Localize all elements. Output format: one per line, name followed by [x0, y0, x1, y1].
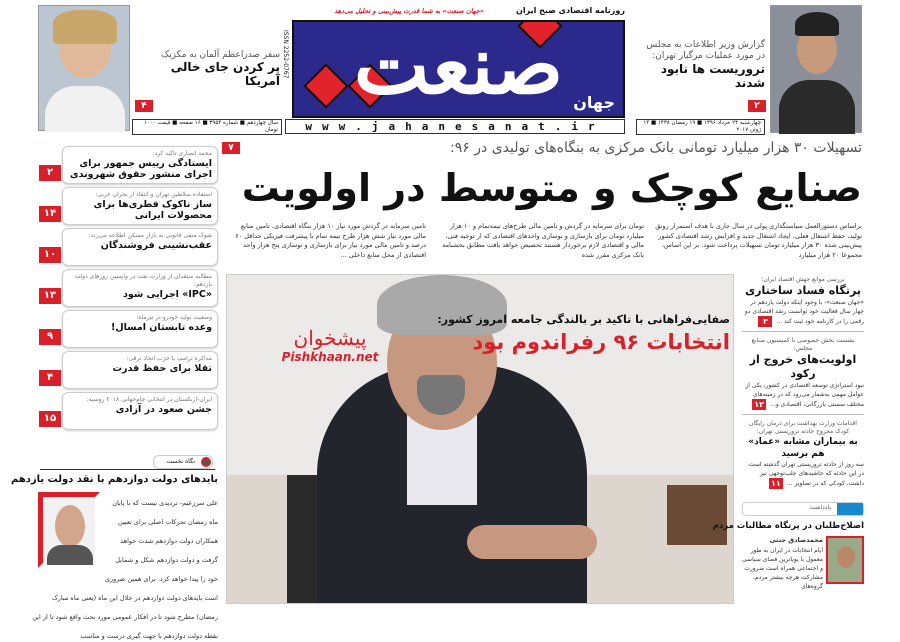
teaser-right[interactable]: گزارش وزیر اطلاعات به مجلس در مورد عملیات مرگبار تهران: تروریست ها نابود شدند: [646, 40, 765, 90]
watermark: پیشخوان Pishkhaan.net: [281, 326, 379, 364]
teaser-left[interactable]: سفر صدراعظم آلمان به مکزیک پر کردن جای خالی آمریکا: [161, 50, 280, 88]
page-tab: ۷: [222, 142, 240, 154]
page-tab: ۳: [758, 316, 772, 327]
lead-col-3: تامین سرمایه در گردش مورد نیاز ۱۰ هزار بنگاه اقتصادی، تامین منابع مالی مورد نیاز شش هزار طرح نیمه تمام با پیشرفت فیزیکی حداقل ۶۰ درصد و تامین مالی مورد نیاز برای بازسازی و نوسازی پنج هزار واحد اقتصادی از محل منابع داخلی ...: [235, 222, 426, 259]
photo-story[interactable]: [420, 312, 730, 356]
website-url[interactable]: www.jahanesanat.ir: [285, 119, 625, 134]
sidebar: [43, 146, 218, 430]
page-tab: ۱۳: [39, 288, 61, 304]
sidebar-item[interactable]: محمد انصاری تاکید کرد: ایستادگی رییس جمهور برای اجرای منشور حقوق شهروندی ۲: [62, 146, 218, 184]
column-article: [30, 490, 218, 642]
lead-kicker: تسهیلات ۳۰ هزار میلیارد تومانی بانک مرکزی به بنگاه‌های تولیدی در ۹۶:: [450, 140, 862, 156]
columnist-photo: [38, 492, 100, 568]
tagline: روزنامه اقتصادی صبح ایران: [516, 6, 625, 15]
issn: ISSN 2252-0767: [282, 30, 289, 79]
camera-icon: [201, 457, 211, 467]
author-photo: [826, 536, 864, 584]
column-label-box: نگاه نخست: [40, 458, 215, 470]
note-title[interactable]: اصلاح‌طلبان در پرتگاه مطالبات مردم: [712, 521, 864, 531]
sidebar-item[interactable]: شوک منفی قانونی به بازار مسکن اطلاعه می‌زند: عقب‌نشینی فروشندگان ۱۰: [62, 228, 218, 266]
masthead-logo: صنعت جهان: [292, 20, 625, 118]
note-author: محمدصادق جنتی: [769, 536, 823, 544]
right-story[interactable]: نشست بخش خصوصی با کمیسیون صنایع مجلس: اولویت‌های خروج از رکود نبود استراتژی توسعه اقتصادی در کشور، یکی از عوامل مهمی به‌شمار می‌رود که در زمینه‌های مختلف سستی بازرگانی، اقتصادی و...۱۲: [742, 337, 864, 415]
merkel-photo: [38, 5, 130, 131]
minister-photo: [770, 5, 862, 133]
sidebar-item[interactable]: ایران-ازبکستان در انتخابی جام‌جهانی ۲۰۱۸ روسیه: جشن صعود در آزادی ۱۵: [62, 392, 218, 430]
page-tab: ۴: [135, 100, 153, 112]
page-tab: ۱۰: [39, 247, 61, 263]
lead-headline[interactable]: صنایع کوچک و متوسط در اولویت: [241, 166, 862, 210]
page-tab: ۴: [39, 370, 61, 386]
photo-headline: انتخابات ۹۶ رفراندوم بود: [472, 330, 730, 354]
note-body: ایام انتخابات در ایران به طور معمول با پویاترین فضای سیاسی و اجتماعی همراه است ضرورت مشارکت هرچه بیشتر مردم، گروه‌های: [742, 546, 823, 590]
photo-kicker: صفایی‌فراهانی با تاکید بر بالندگی جامعه امروز کشور:: [437, 313, 730, 326]
date-line: چهارشنبه ۲۴ خرداد ۱۳۹۶ ■ ۱۹ رمضان ۱۴۳۸ ■ ۱۴ ژوئن ۲۰۱۷: [636, 119, 765, 135]
right-story[interactable]: بررسی موانع جهش اقتصاد ایران: پرتگاه فساد ساختاری «جهان صنعت»- با وجود اینکه دولت یازدهم در چهار سال فعالیت خود توانست رشد اقتصادی دو رقمی را در کارنامه خود ثبت کند ...۳: [742, 276, 864, 332]
sidebar-item[interactable]: مذاکره ترامپ با حزب اتحاد ترقی: تقلا برای حفظ قدرت ۴: [62, 351, 218, 389]
page-tab: ۱۱: [769, 478, 783, 489]
note-row: [742, 536, 864, 591]
note-box: یادداشت: [742, 502, 864, 516]
sidebar-item[interactable]: مطالبه منتقدان از وزارت نفت در واپسین روزهای دولت یازدهم: «IPC» اجرایی شود ۱۳: [62, 269, 218, 307]
page-tab: ۲: [748, 100, 766, 112]
page-tab: ۱۴: [39, 206, 61, 222]
lead-col-2: تومان برای سرمایه در گردش و تامین مالی طرح‌های نیمه‌تمام و ۱۰ هزار میلیارد تومان برای بازسازی و نوسازی واحدهای اقتصادی که از توجیه فنی، مالی و اقتصادی لازم برخوردار هستند تخصیص خواهد یافت مطابق بخشنامه بانک مرکزی مقرر شده: [442, 222, 644, 259]
sidebar-item[interactable]: وضعیت تولید خودرو در تیرماه: وعده تابستان امسال! ۹: [62, 310, 218, 348]
slogan: «جهان صنعت» به شما قدرت پیش‌بینی و تحلیل می‌دهد: [334, 7, 484, 15]
sidebar-item[interactable]: استفاده سلاطین تهران و انتقاد از بحران عربی: ساز ناکوک قطری‌ها برای محصولات ایرانی ۱۴: [62, 187, 218, 225]
page-tab: ۹: [39, 329, 61, 345]
page-tab: ۱۲: [752, 399, 766, 410]
right-column: [712, 276, 864, 591]
right-story[interactable]: اقدامات وزارت بهداشت برای درمان رایگان کودک مجروح حادثه تروریستی تهران: به بیماران مشابه «عماد» هم برسید سه روز از حادثه تروریستی تهران گذشته است. در این حادثه که حاشیه‌های جلب‌توجهی نیز داشت، کودکی که در تصاویر ...۱۱: [747, 420, 864, 488]
issue-line: سال چهاردهم ■ شماره ۳۹۵۴ ■ ۱۶ صفحه ■ قیمت ۱۰۰۰ تومان: [132, 119, 282, 135]
page-tab: ۱۵: [39, 411, 61, 427]
column-body: علی سرزعیم- تردیدی نیست که با پایان ماه رمضان تحرکات اصلی برای تعیین همکاران دولت دوازدهم شدت خواهد گرفت و دولت دوازدهم شکل و شمایل خود را پیدا خواهد کرد. برای همین ضروری است بایدهای دولت دوازدهم در خلال این ماه (یعنی ماه مبارک رمضان) مطرح شود تا در افکار عمومی مورد بحث واقع شود تا از این نقطه دولت دوازدهم با جهت گیری درست و مناسب: [32, 499, 218, 640]
lead-col-1: براساس دستورالعمل سیاستگذاری پولی در سال جاری با هدف استمرار رونق تولید، حفظ اشتغال فعلی، ایجاد اشتغال جدید و افزایش رشد اقتصادی کشور پیش‌بینی شده ۳۰ هزار میلیارد تومان تسهیلات پرداخت شود. بر این اساس، مجموعا ۲۰ هزار میلیارد: [655, 222, 862, 259]
page-tab: ۲: [39, 165, 61, 181]
column-title[interactable]: بایدهای دولت دوازدهم با نقد دولت یازدهم: [10, 474, 218, 485]
